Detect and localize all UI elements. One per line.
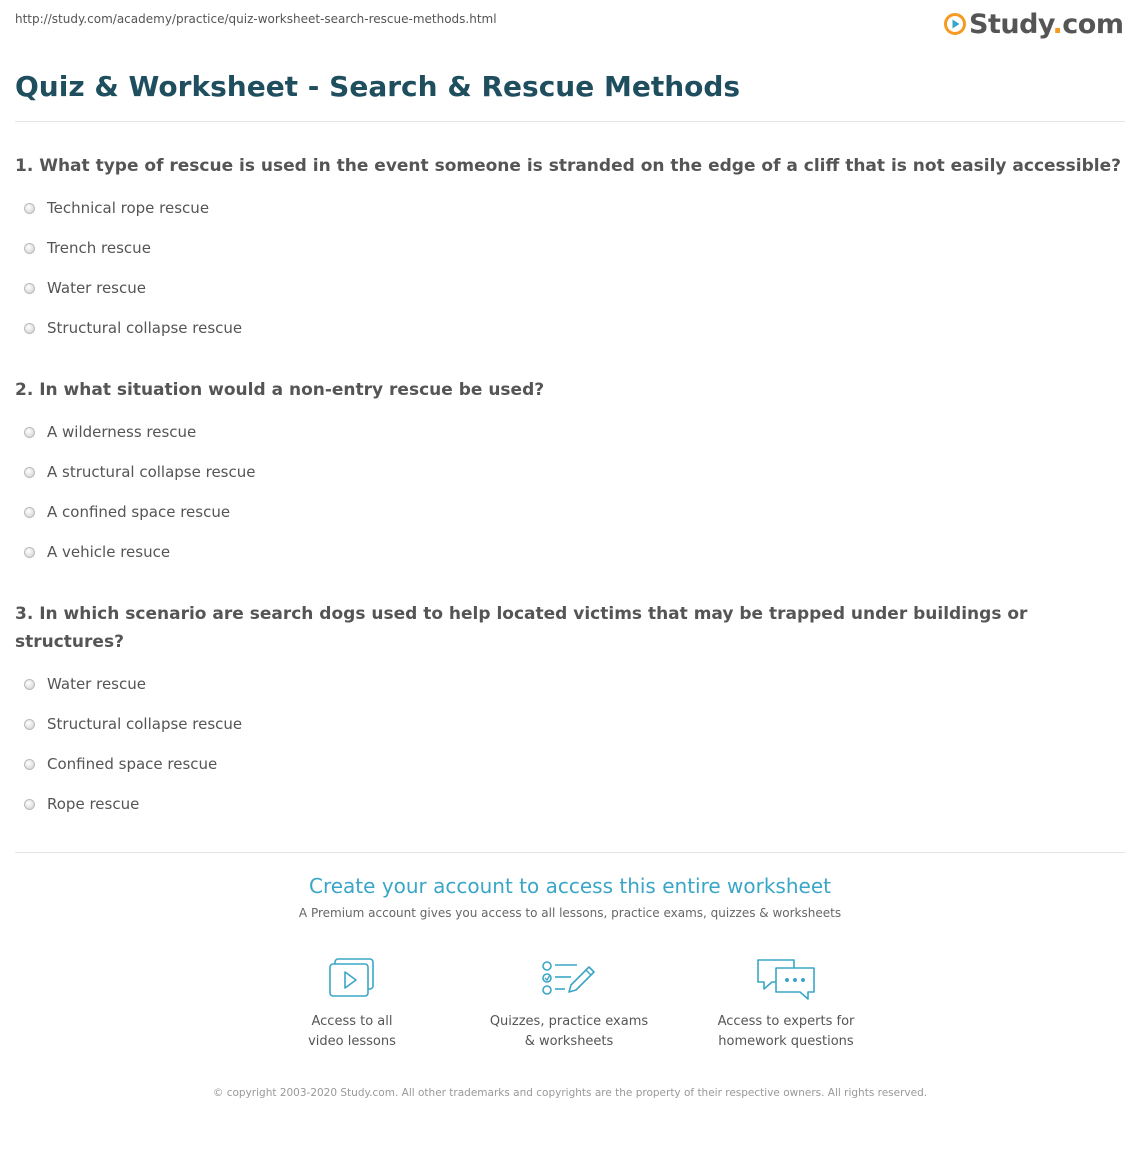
answer-option[interactable]	[15, 268, 1127, 308]
study-logo[interactable]	[944, 4, 1124, 44]
feature-label: Quizzes, practice exams & worksheets	[489, 1014, 649, 1049]
radio-button[interactable]	[24, 467, 35, 478]
answer-label: Technical rope rescue	[47, 199, 210, 217]
answer-label: Water rescue	[47, 279, 146, 297]
answer-label: Rope rescue	[47, 795, 140, 813]
chat-bubbles-icon	[754, 956, 818, 1004]
answer-option[interactable]	[15, 452, 1127, 492]
quiz-checklist-icon	[539, 956, 599, 1004]
video-lesson-icon	[326, 956, 378, 1004]
answer-options	[15, 188, 1127, 348]
radio-button[interactable]	[24, 719, 35, 730]
logo-wordmark: Study.com	[969, 8, 1124, 40]
play-circle-icon	[944, 13, 966, 35]
radio-button[interactable]	[24, 243, 35, 254]
radio-button[interactable]	[24, 323, 35, 334]
question-3	[15, 600, 1127, 824]
question-1	[15, 152, 1127, 348]
divider	[15, 852, 1125, 853]
answer-option[interactable]	[15, 492, 1127, 532]
promo-subtitle: A Premium account gives you access to all lessons, practice exams, quizzes & worksheets	[298, 906, 842, 920]
answer-option[interactable]	[15, 664, 1127, 704]
radio-button[interactable]	[24, 547, 35, 558]
page-title: Quiz & Worksheet - Search & Rescue Methods	[15, 70, 741, 103]
radio-button[interactable]	[24, 283, 35, 294]
answer-option[interactable]	[15, 784, 1127, 824]
radio-button[interactable]	[24, 203, 35, 214]
feature-label: Access to experts for homework questions	[717, 1014, 855, 1049]
answer-option[interactable]	[15, 188, 1127, 228]
feature-experts	[696, 956, 876, 1052]
answer-option[interactable]	[15, 704, 1127, 744]
answer-option[interactable]	[15, 532, 1127, 572]
radio-button[interactable]	[24, 427, 35, 438]
answer-label: Confined space rescue	[47, 755, 218, 773]
copyright-notice: © copyright 2003-2020 Study.com. All other trademarks and copyrights are the property of their respective owners. All rights reserved.	[212, 1087, 928, 1099]
answer-label: A structural collapse rescue	[47, 463, 256, 481]
radio-button[interactable]	[24, 799, 35, 810]
question-text: 3. In which scenario are search dogs used to help located victims that may be trapped under buildings or structures?	[15, 604, 1028, 652]
answer-option[interactable]	[15, 412, 1127, 452]
question-text: 1. What type of rescue is used in the event someone is stranded on the edge of a cliff that is not easily accessible?	[15, 156, 1122, 176]
answer-label: Trench rescue	[47, 239, 151, 257]
radio-button[interactable]	[24, 507, 35, 518]
feature-video-lessons	[262, 956, 442, 1052]
answer-label: Water rescue	[47, 675, 146, 693]
create-account-link[interactable]: Create your account to access this entire worksheet	[309, 874, 831, 898]
page-url: http://study.com/academy/practice/quiz-worksheet-search-rescue-methods.html	[15, 12, 497, 26]
answer-option[interactable]	[15, 228, 1127, 268]
answer-label: A wilderness rescue	[47, 423, 197, 441]
answer-label: A confined space rescue	[47, 503, 231, 521]
answer-option[interactable]	[15, 744, 1127, 784]
answer-options	[15, 412, 1127, 572]
radio-button[interactable]	[24, 759, 35, 770]
answer-label: A vehicle resuce	[47, 543, 171, 561]
feature-label: Access to all video lessons	[308, 1014, 396, 1049]
feature-quizzes	[479, 956, 659, 1052]
divider	[15, 121, 1125, 122]
radio-button[interactable]	[24, 679, 35, 690]
answer-label: Structural collapse rescue	[47, 319, 243, 337]
answer-option[interactable]	[15, 308, 1127, 348]
answer-options	[15, 664, 1127, 824]
question-2	[15, 376, 1127, 572]
answer-label: Structural collapse rescue	[47, 715, 243, 733]
question-text: 2. In what situation would a non-entry rescue be used?	[15, 380, 545, 400]
